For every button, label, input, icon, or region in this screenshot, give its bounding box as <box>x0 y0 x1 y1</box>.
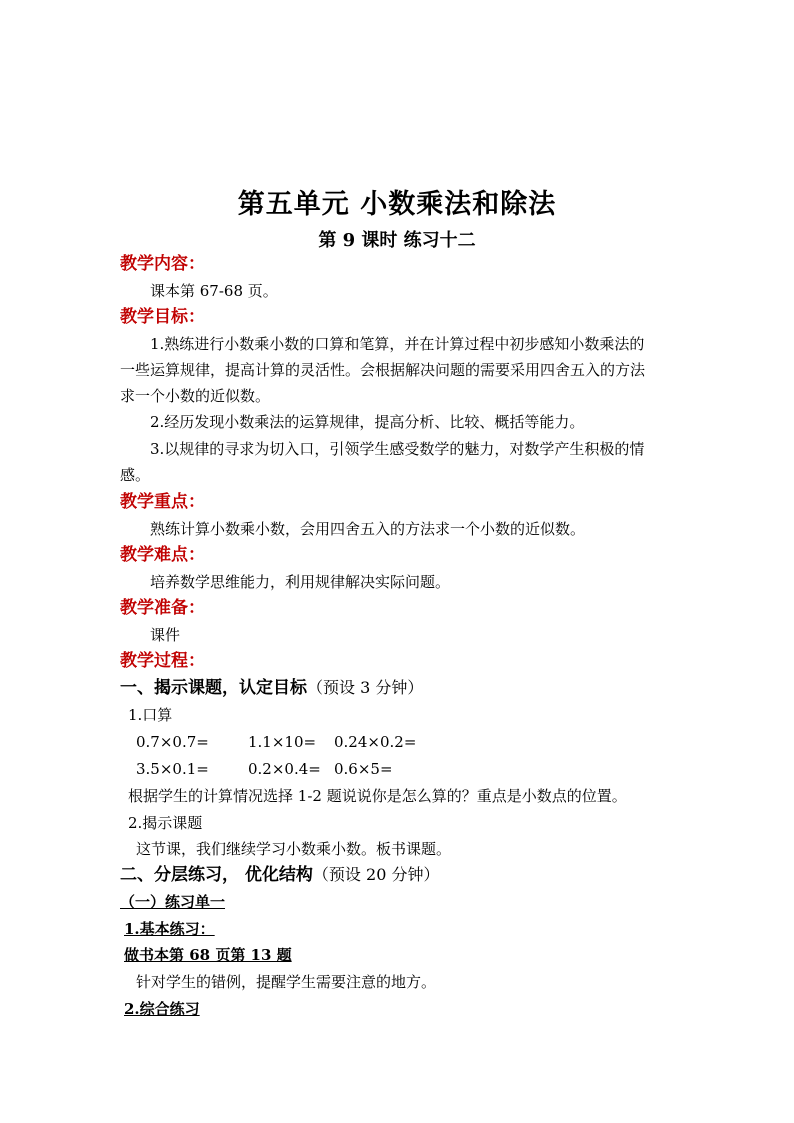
section-2-time-note: （预设 20 分钟） <box>312 865 440 884</box>
goal-1-line-2: 一些运算规律，提高计算的灵活性。会根据解决问题的需要采用四舍五入的方法 <box>120 361 646 379</box>
section-2-title: 二、分层练习， 优化结构 <box>120 865 313 885</box>
section-1-title: 一、揭示课题，认定目标 <box>120 678 307 698</box>
basic-practice-label: 1.基本练习： <box>124 920 215 938</box>
lesson-subtitle: 第 9 课时 练习十二 <box>318 230 476 251</box>
calc-item: 0.7×0.7= <box>136 733 209 751</box>
difficulty-heading: 教学难点： <box>120 545 205 565</box>
process-heading: 教学过程： <box>120 651 205 671</box>
reveal-text: 这节课，我们继续学习小数乘小数。板书课题。 <box>136 840 452 858</box>
choose-text: 根据学生的计算情况选择 1-2 题说说你是怎么算的？重点是小数点的位置。 <box>128 787 627 805</box>
section-1-heading <box>120 678 423 698</box>
key-point-heading: 教学重点： <box>120 492 205 512</box>
key-point-text: 熟练计算小数乘小数，会用四舍五入的方法求一个小数的近似数。 <box>150 520 586 538</box>
preparation-heading: 教学准备： <box>120 598 205 618</box>
calc-item: 1.1×10= <box>248 733 317 751</box>
textbook-exercise-text: 针对学生的错例，提醒学生需要注意的地方。 <box>136 973 437 991</box>
goal-3-line-1: 3.以规律的寻求为切入口，引领学生感受数学的魅力，对数学产生积极的情 <box>150 440 645 458</box>
difficulty-text: 培养数学思维能力，利用规律解决实际问题。 <box>150 573 451 591</box>
calc-item: 0.24×0.2= <box>334 733 417 751</box>
calc-item: 0.6×5= <box>334 760 393 778</box>
oral-calc-label: 1.口算 <box>128 706 173 724</box>
preparation-text: 课件 <box>150 626 181 644</box>
goal-2: 2.经历发现小数乘法的运算规律，提高分析、比较、概括等能力。 <box>150 413 585 431</box>
content-text: 课本第 67-68 页。 <box>150 282 278 300</box>
goal-heading: 教学目标： <box>120 307 205 327</box>
document-title: 第五单元 小数乘法和除法 <box>237 189 557 220</box>
textbook-exercise-label: 做书本第 68 页第 13 题 <box>124 946 292 964</box>
goal-3-line-2: 感。 <box>120 466 151 484</box>
calc-item: 3.5×0.1= <box>136 760 209 778</box>
exercise-sheet-label: （一）练习单一 <box>120 893 226 911</box>
combined-practice-label: 2.综合练习 <box>124 1000 200 1018</box>
reveal-label: 2.揭示课题 <box>128 814 203 832</box>
section-1-time-note: （预设 3 分钟） <box>307 678 424 697</box>
goal-1-line-1: 1.熟练进行小数乘小数的口算和笔算，并在计算过程中初步感知小数乘法的 <box>150 335 645 353</box>
section-2-heading <box>120 865 439 885</box>
content-heading: 教学内容： <box>120 254 205 274</box>
calc-item: 0.2×0.4= <box>248 760 321 778</box>
goal-1-line-3: 求一个小数的近似数。 <box>120 387 271 405</box>
